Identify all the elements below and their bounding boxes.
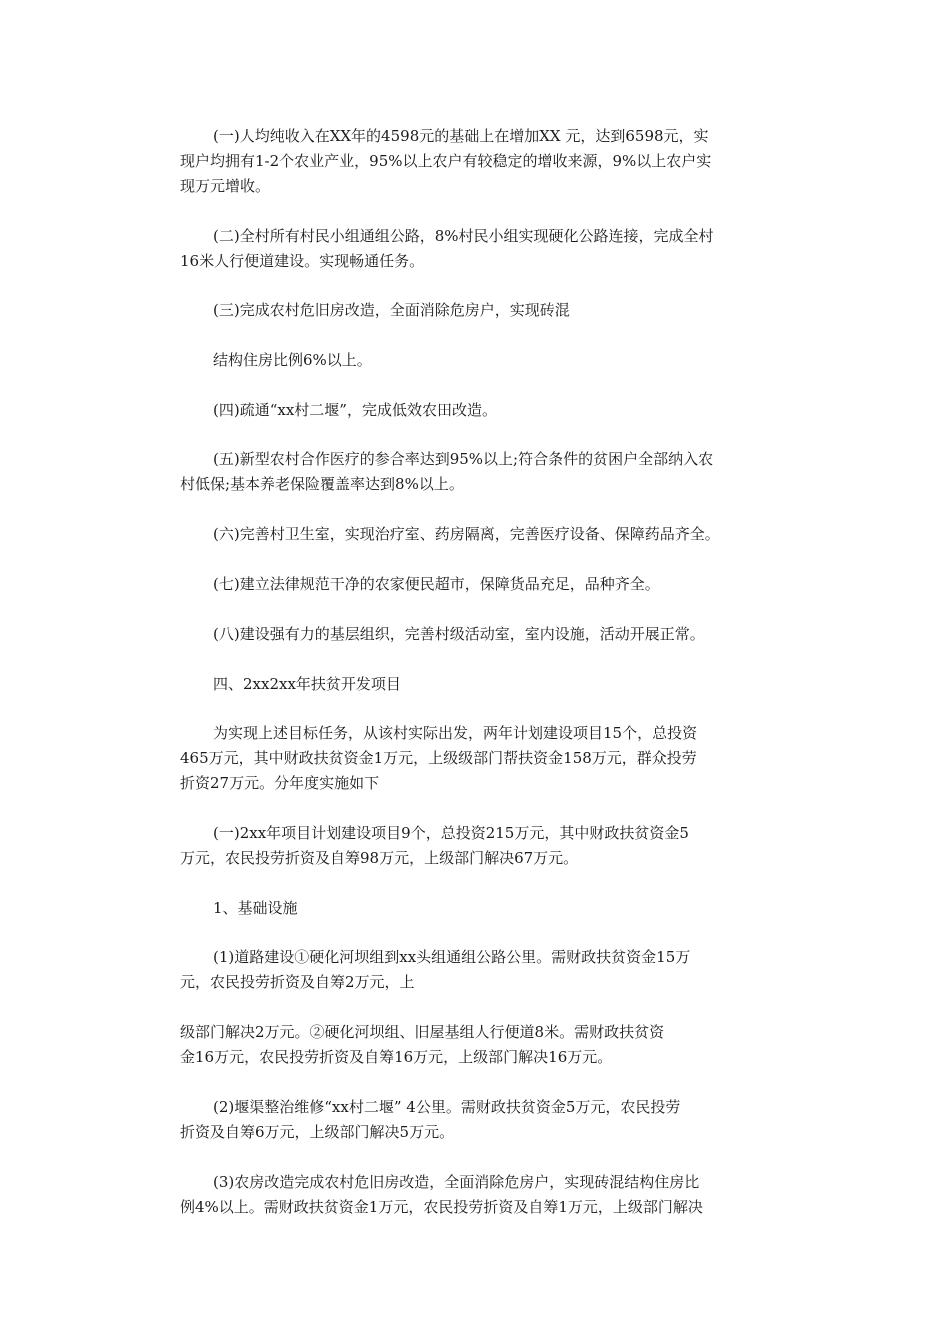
subsection-heading bbox=[180, 896, 780, 921]
paragraph-goal-7 bbox=[180, 572, 780, 597]
text-line: (一)人均纯收入在XX年的4598元的基础上在增加XX 元，达到6598元，实 bbox=[213, 127, 709, 145]
paragraph-road-construction bbox=[180, 945, 780, 995]
text-line: 元，农民投劳折资及自筹2万元，上 bbox=[180, 973, 415, 991]
text-line: (1)道路建设①硬化河坝组到xx头组通组公路公里。需财政扶贫资金15万 bbox=[213, 948, 691, 966]
paragraph-plan-overview bbox=[180, 721, 780, 796]
text-line: 现万元增收。 bbox=[180, 177, 271, 195]
text-line: 16米人行便道建设。实现畅通任务。 bbox=[180, 252, 425, 270]
text-line: 万元，农民投劳折资及自筹98万元，上级部门解决67万元。 bbox=[180, 849, 579, 867]
text-line: 金16万元，农民投劳折资及自筹16万元，上级部门解决16万元。 bbox=[180, 1048, 613, 1066]
paragraph-year-plan bbox=[180, 821, 780, 871]
text-line: 村低保;基本养老保险覆盖率达到8%以上。 bbox=[180, 475, 464, 493]
text-line: 四、2xx2xx年扶贫开发项目 bbox=[213, 675, 401, 693]
paragraph-goal-4 bbox=[180, 398, 780, 423]
text-line: 465万元，其中财政扶贫资金1万元，上级级部门帮扶资金158万元，群众投劳 bbox=[180, 749, 697, 767]
text-line: 例4%以上。需财政扶贫资金1万元，农民投劳折资及自筹1万元，上级部门解决 bbox=[180, 1198, 703, 1216]
text-line: (3)农房改造完成农村危旧房改造，全面消除危房户，实现砖混结构住房比 bbox=[213, 1173, 700, 1191]
paragraph-housing-renovation bbox=[180, 1170, 780, 1220]
paragraph-road-construction-continued bbox=[180, 1020, 780, 1070]
text-line: (七)建立法律规范干净的农家便民超市，保障货品充足，品种齐全。 bbox=[213, 575, 660, 593]
paragraph-goal-3 bbox=[180, 298, 780, 323]
text-line: (一)2xx年项目计划建设项目9个，总投资215万元，其中财政扶贫资金5 bbox=[213, 824, 689, 842]
paragraph-goal-1 bbox=[180, 124, 780, 199]
text-line: 1、基础设施 bbox=[213, 899, 298, 917]
text-line: 为实现上述目标任务，从该村实际出发，两年计划建设项目15个，总投资 bbox=[213, 724, 698, 742]
paragraph-goal-2 bbox=[180, 224, 780, 274]
text-line: 现户均拥有1-2个农业产业，95%以上农户有较稳定的增收来源，9%以上农户实 bbox=[180, 152, 712, 170]
text-line: 折资及自筹6万元，上级部门解决5万元。 bbox=[180, 1123, 455, 1141]
paragraph-goal-5 bbox=[180, 447, 780, 497]
text-line: (2)堰渠整治维修“xx村二堰” 4公里。需财政扶贫资金5万元，农民投劳 bbox=[213, 1098, 681, 1116]
paragraph-goal-8 bbox=[180, 622, 780, 647]
text-line: 级部门解决2万元。②硬化河坝组、旧屋基组人行便道8米。需财政扶贫资 bbox=[180, 1023, 665, 1041]
paragraph-goal-3-continued bbox=[180, 348, 780, 373]
text-line: 折资27万元。分年度实施如下 bbox=[180, 774, 380, 792]
paragraph-goal-6 bbox=[180, 522, 780, 547]
text-line: (八)建设强有力的基层组织，完善村级活动室，室内设施，活动开展正常。 bbox=[213, 625, 705, 643]
text-line: (五)新型农村合作医疗的参合率达到95%以上;符合条件的贫困户全部纳入农 bbox=[213, 450, 714, 468]
text-line: (四)疏通“xx村二堰”，完成低效农田改造。 bbox=[213, 401, 497, 419]
text-line: (六)完善村卫生室，实现治疗室、药房隔离，完善医疗设备、保障药品齐全。 bbox=[213, 525, 720, 543]
text-line: (二)全村所有村民小组通组公路，8%村民小组实现硬化公路连接，完成全村 bbox=[213, 227, 714, 245]
section-heading bbox=[180, 672, 780, 697]
paragraph-canal-repair bbox=[180, 1095, 780, 1145]
text-line: (三)完成农村危旧房改造，全面消除危房户，实现砖混 bbox=[213, 301, 570, 319]
text-line: 结构住房比例6%以上。 bbox=[213, 351, 372, 369]
